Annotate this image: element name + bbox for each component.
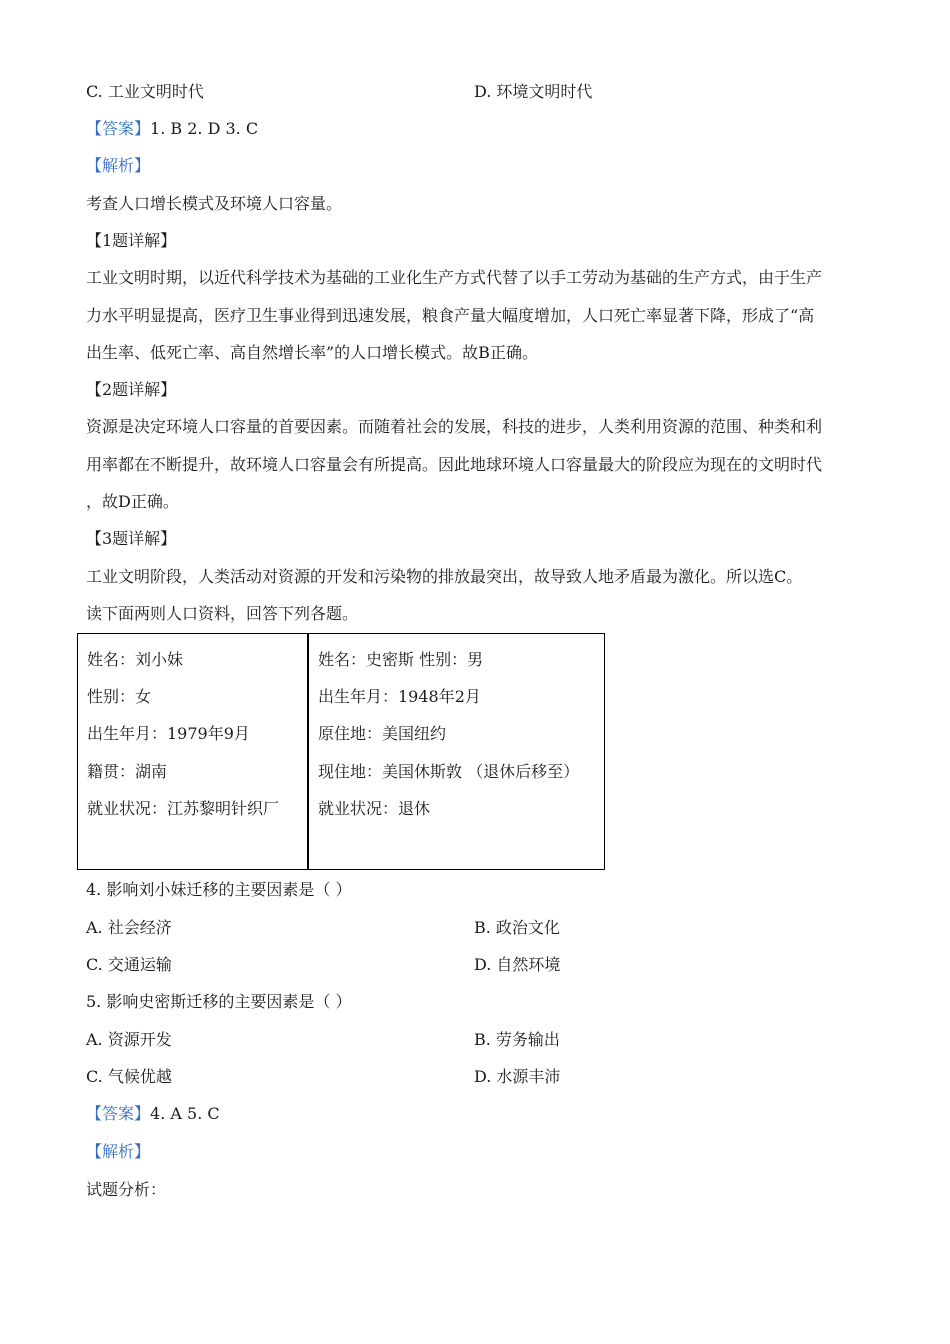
answer-line-1 (86, 119, 258, 139)
profile-table (77, 633, 605, 870)
answer-text: 4. A 5. C (150, 1104, 220, 1123)
table-row: 就业状况：退休 (318, 799, 431, 818)
reading-instruction: 读下面两则人口资料，回答下列各题。 (86, 604, 359, 623)
table-row: 性别：女 (87, 687, 152, 706)
q4-option-c: C. 交通运输 (86, 955, 172, 974)
q5-option-a: A. 资源开发 (86, 1030, 172, 1049)
table-row: 出生年月：1948年2月 (318, 687, 481, 706)
q5-option-c: C. 气候优越 (86, 1067, 172, 1086)
analysis-tag: 【解析】 (86, 1142, 151, 1161)
q4-option-a: A. 社会经济 (86, 918, 172, 937)
analysis-tag: 【解析】 (86, 156, 151, 175)
trial-analysis-label: 试题分析： (86, 1180, 167, 1199)
detail-3-line: 工业文明阶段，人类活动对资源的开发和污染物的排放最突出，故导致人地矛盾最为激化。所以选C。 (86, 567, 803, 586)
question-5-stem: 5. 影响史密斯迁移的主要因素是（ ） (86, 992, 352, 1011)
intro-text: 考查人口增长模式及环境人口容量。 (86, 194, 343, 213)
table-row: 姓名：史密斯 性别：男 (318, 650, 484, 669)
table-divider (307, 634, 309, 869)
answer-tag: 【答案】 (86, 1104, 151, 1123)
q4-option-d: D. 自然环境 (474, 955, 561, 974)
detail-2-line: 资源是决定环境人口容量的首要因素。而随着社会的发展，科技的进步，人类利用资源的范围、种类和利 (86, 417, 823, 436)
detail-1-line: 力水平明显提高，医疗卫生事业得到迅速发展，粮食产量大幅度增加，人口死亡率显著下降，形成了“高 (86, 306, 815, 325)
table-row: 现住地：美国休斯敦 （退休后移至） (318, 762, 580, 781)
table-row: 姓名：刘小妹 (87, 650, 184, 669)
answer-line-2 (86, 1104, 220, 1124)
option-c-prev: C. 工业文明时代 (86, 82, 204, 101)
q5-option-d: D. 水源丰沛 (474, 1067, 561, 1086)
answer-text: 1. B 2. D 3. C (150, 119, 259, 138)
detail-1-title: 【1题详解】 (86, 231, 177, 250)
detail-2-line: ，故D正确。 (86, 492, 179, 511)
question-4-stem: 4. 影响刘小妹迁移的主要因素是（ ） (86, 880, 352, 899)
option-d-prev: D. 环境文明时代 (474, 82, 593, 101)
table-row: 就业状况：江苏黎明针织厂 (87, 799, 280, 818)
detail-3-title: 【3题详解】 (86, 529, 177, 548)
detail-2-line: 用率都在不断提升，故环境人口容量会有所提高。因此地球环境人口容量最大的阶段应为现在的文明时代 (86, 455, 823, 474)
q4-option-b: B. 政治文化 (474, 918, 560, 937)
answer-tag: 【答案】 (86, 119, 151, 138)
table-row: 出生年月：1979年9月 (87, 724, 250, 743)
detail-2-title: 【2题详解】 (86, 380, 177, 399)
detail-1-line: 工业文明时期，以近代科学技术为基础的工业化生产方式代替了以手工劳动为基础的生产方式，由于生产 (86, 268, 823, 287)
table-row: 籍贯：湖南 (87, 762, 168, 781)
q5-option-b: B. 劳务输出 (474, 1030, 560, 1049)
detail-1-line: 出生率、低死亡率、高自然增长率”的人口增长模式。故B正确。 (86, 343, 538, 362)
table-row: 原住地：美国纽约 (318, 724, 447, 743)
